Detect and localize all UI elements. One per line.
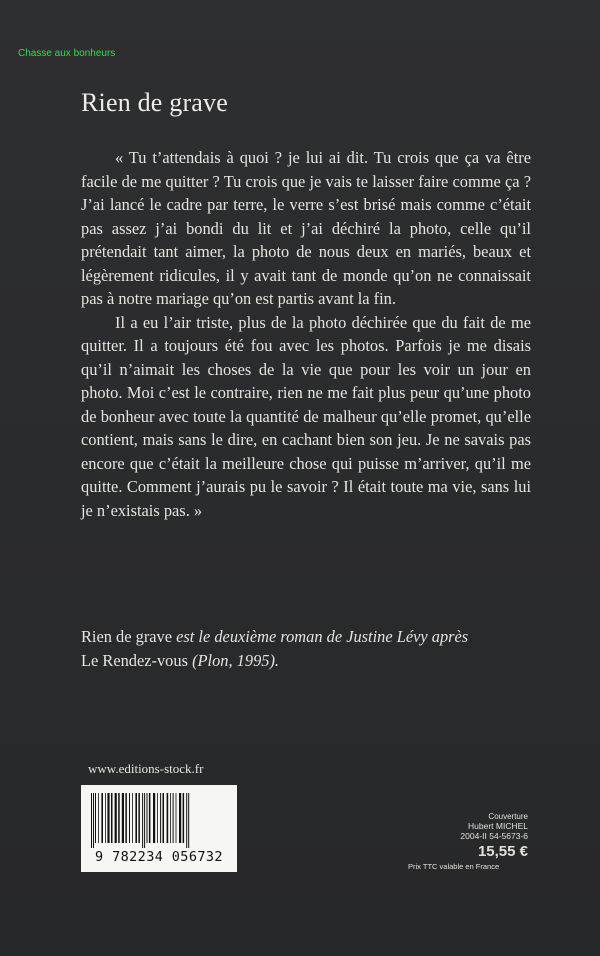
- note-previous-title: Le Rendez-vous: [81, 650, 188, 670]
- barcode-bars: [89, 793, 229, 848]
- price: 15,55 €: [477, 843, 528, 860]
- barcode-number: 9 782234 056732: [95, 849, 223, 865]
- excerpt-paragraph: Il a eu l’air triste, plus de la photo déchirée que du fait de me quitter. Il a toujours été fou avec les photos. Parfois je me disais qu’il n’aimait les choses de la vie que pour les voir un jour en photo. Moi c’est le contraire, rien ne me fait plus peur qu’une photo de bonheur avec toute la quantité de malheur qu’elle promet, qu’elle contient, mais sans le dire, en cachant bien son jeu. Je ne savais pas encore que c’était la meilleure chose qui puisse m’arriver, qu’il me quitte. Comment j’aurais pu le savoir ? Il était toute ma vie, sans lui je n’existais pas. »: [81, 312, 531, 520]
- note-text: est le deuxième roman de Justine Lévy après: [172, 627, 469, 646]
- cover-label: Couverture: [488, 812, 528, 821]
- author-note: [81, 625, 541, 672]
- note-book-title: Rien de grave: [81, 627, 173, 646]
- excerpt-text: [81, 146, 531, 522]
- cover-artist: Hubert MICHEL: [468, 820, 528, 831]
- credits-block: [400, 812, 528, 871]
- note-publisher: (Plon, 1995).: [187, 650, 280, 670]
- price-legal-note: Prix TTC valable en France: [408, 862, 500, 871]
- watermark-label: Chasse aux bonheurs: [18, 48, 116, 59]
- reference-code: 2004-II 54-5673-6: [460, 831, 528, 841]
- book-title: Rien de grave: [81, 88, 228, 117]
- publisher-website: www.editions-stock.fr: [88, 761, 204, 776]
- excerpt-paragraph: « Tu t’attendais à quoi ? je lui ai dit. Tu crois que ça va être facile de me quitter ? Tu crois que je vais te laisser faire comme ça ? J’ai lancé le cadre par terre, le verre s’est brisé mais comme c’était pas assez j’ai bondi du lit et j’ai déchiré la photo, celle qu’il prétendait tant aimer, la photo de nous deux en mariés, beaux et légèrement ridicules, il y avait tant de monde qu’on ne connaissait pas à notre mariage qu’on est partis avant la fin.: [81, 148, 531, 308]
- barcode: [81, 785, 237, 872]
